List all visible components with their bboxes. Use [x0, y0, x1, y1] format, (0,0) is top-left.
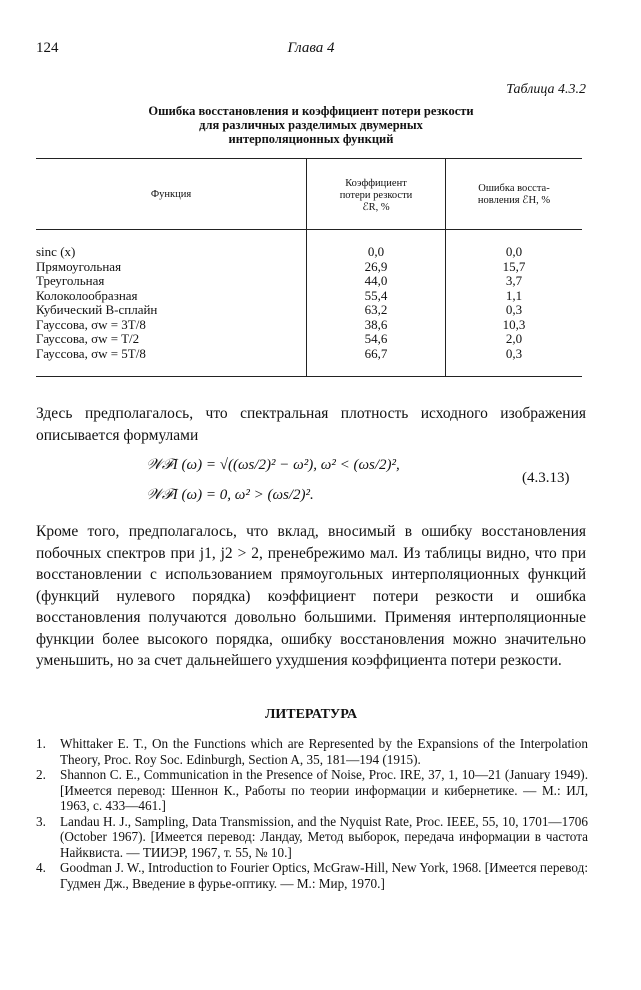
- table-cell: 15,7: [502, 258, 526, 274]
- table-cell: 63,2: [364, 302, 388, 317]
- intro-text: Здесь предполагалось, что спектральная плотность исходного изображения описывается формулами: [36, 405, 586, 444]
- table-cell: Гауссова, σw = 3T/8: [36, 316, 146, 332]
- table-cell: 2,0: [505, 331, 523, 346]
- table-cell: 66,7: [364, 345, 388, 361]
- function-column: [36, 245, 304, 361]
- reference-number: 4.: [36, 860, 46, 875]
- table-cell: Треугольная: [36, 273, 105, 288]
- table-cell: 26,9: [364, 258, 388, 274]
- paragraph-text: Кроме того, предполагалось, что вклад, вносимый в ошибку восстановления побочных спектров при j1, j2 > 2, пренебрежимо мал. Из таблицы видно, что при восстановлении с использованием прямоугольных интерполяционных функций (функций нулевого порядка) коэффициент потери резкости и ошибка восстановления получаются довольно большими. Применяя интерполяционные функции более высокого порядка, ошибку восстановления можно значительно уменьшить, но за счет дальнейшего ухудшения коэффициента потери резкости.: [36, 523, 586, 669]
- sharpness-column: [307, 245, 445, 361]
- table-cell: Прямоугольная: [36, 258, 122, 274]
- running-head: [36, 40, 586, 62]
- formula-line-2: 𝒲ℱI (ω) = 0, ω² > (ωs/2)².: [146, 487, 314, 503]
- header-line: Коэффициент: [345, 178, 407, 189]
- header-sharpness: [307, 178, 445, 214]
- table-cell: sinc (x): [36, 244, 76, 259]
- main-paragraph: [36, 521, 586, 672]
- table-cell: Гауссова, σw = 5T/8: [36, 345, 146, 361]
- table-caption: [36, 104, 586, 146]
- table-label: Таблица 4.3.2: [506, 82, 586, 97]
- reference-number: 2.: [36, 767, 46, 782]
- table-cell: 0,0: [505, 244, 523, 259]
- reference-text: Landau H. J., Sampling, Data Transmission, and the Nyquist Rate, Proc. IEEE, 55, 10, 1701—1706 (October 1967). [Имеется перевод: Ландау, Метод выборок, передача информации в частота Найквиста. — ТИИЭР, 1967, т. 55, № 10.]: [60, 813, 588, 860]
- table-header-rule: [36, 229, 582, 230]
- reference-item: [36, 860, 588, 891]
- table-cell: 0,3: [505, 345, 523, 361]
- header-error: [446, 183, 582, 207]
- table-cell: 44,0: [364, 273, 388, 288]
- intro-paragraph: [36, 403, 586, 446]
- reference-item: [36, 767, 588, 814]
- table-cell: 10,3: [502, 316, 526, 332]
- reference-text: Shannon C. E., Communication in the Presence of Noise, Proc. IRE, 37, 1, 10—21 (January 1949). [Имеется перевод: Шеннон К., Работы по теории информации и кибернетике. — М.: ИЛ, 1963, с. 433—461.]: [60, 767, 588, 813]
- reference-text: Whittaker E. T., On the Functions which are Represented by the Expansions of the Interpolation Theory, Proc. Roy Soc. Edinburgh, Section A, 35, 181—194 (1915).: [60, 736, 588, 767]
- equation-number: (4.3.13): [522, 470, 570, 486]
- error-column: [446, 245, 582, 361]
- chapter-title: Глава 4: [287, 40, 335, 56]
- table-bottom-rule: [36, 376, 582, 377]
- table-top-rule: [36, 158, 582, 159]
- table-cell: 38,6: [364, 316, 388, 332]
- references-title: ЛИТЕРАТУРА: [264, 707, 358, 722]
- header-line: потери резкости: [339, 190, 413, 201]
- table-cell: Кубический B-сплайн: [36, 302, 158, 317]
- table-cell: 0,3: [505, 302, 523, 317]
- reference-number: 3.: [36, 813, 46, 829]
- table-cell: Колоколообразная: [36, 287, 138, 303]
- table-cell: 54,6: [364, 331, 388, 346]
- header-function: Функция: [150, 189, 192, 200]
- formula-line-1: 𝒲ℱI (ω) = √((ωs/2)² − ω²), ω² < (ωs/2)²,: [146, 457, 400, 473]
- reference-number: 1.: [36, 736, 46, 751]
- page-number: 124: [36, 40, 59, 56]
- table-cell: 0,0: [367, 244, 385, 259]
- header-line: новления ℰH, %: [477, 195, 551, 206]
- caption-line: для различных разделимых двумерных: [199, 118, 423, 132]
- reference-item: [36, 814, 588, 861]
- table-cell: 55,4: [364, 287, 388, 303]
- table-cell: Гауссова, σw = T/2: [36, 331, 140, 346]
- table-cell: 1,1: [505, 287, 523, 303]
- reference-text: Goodman J. W., Introduction to Fourier Optics, McGraw-Hill, New York, 1968. [Имеется перевод: Гудмен Дж., Введение в фурье-оптику. — М.: Мир, 1970.]: [60, 860, 588, 891]
- references-list: [36, 736, 588, 891]
- table-cell: 3,7: [505, 273, 523, 288]
- caption-line: интерполяционных функций: [228, 132, 394, 146]
- header-line: ℰR, %: [362, 202, 390, 213]
- caption-line: Ошибка восстановления и коэффициент потери резкости: [148, 104, 474, 118]
- reference-item: [36, 736, 588, 767]
- header-line: Ошибка восста-: [478, 183, 550, 194]
